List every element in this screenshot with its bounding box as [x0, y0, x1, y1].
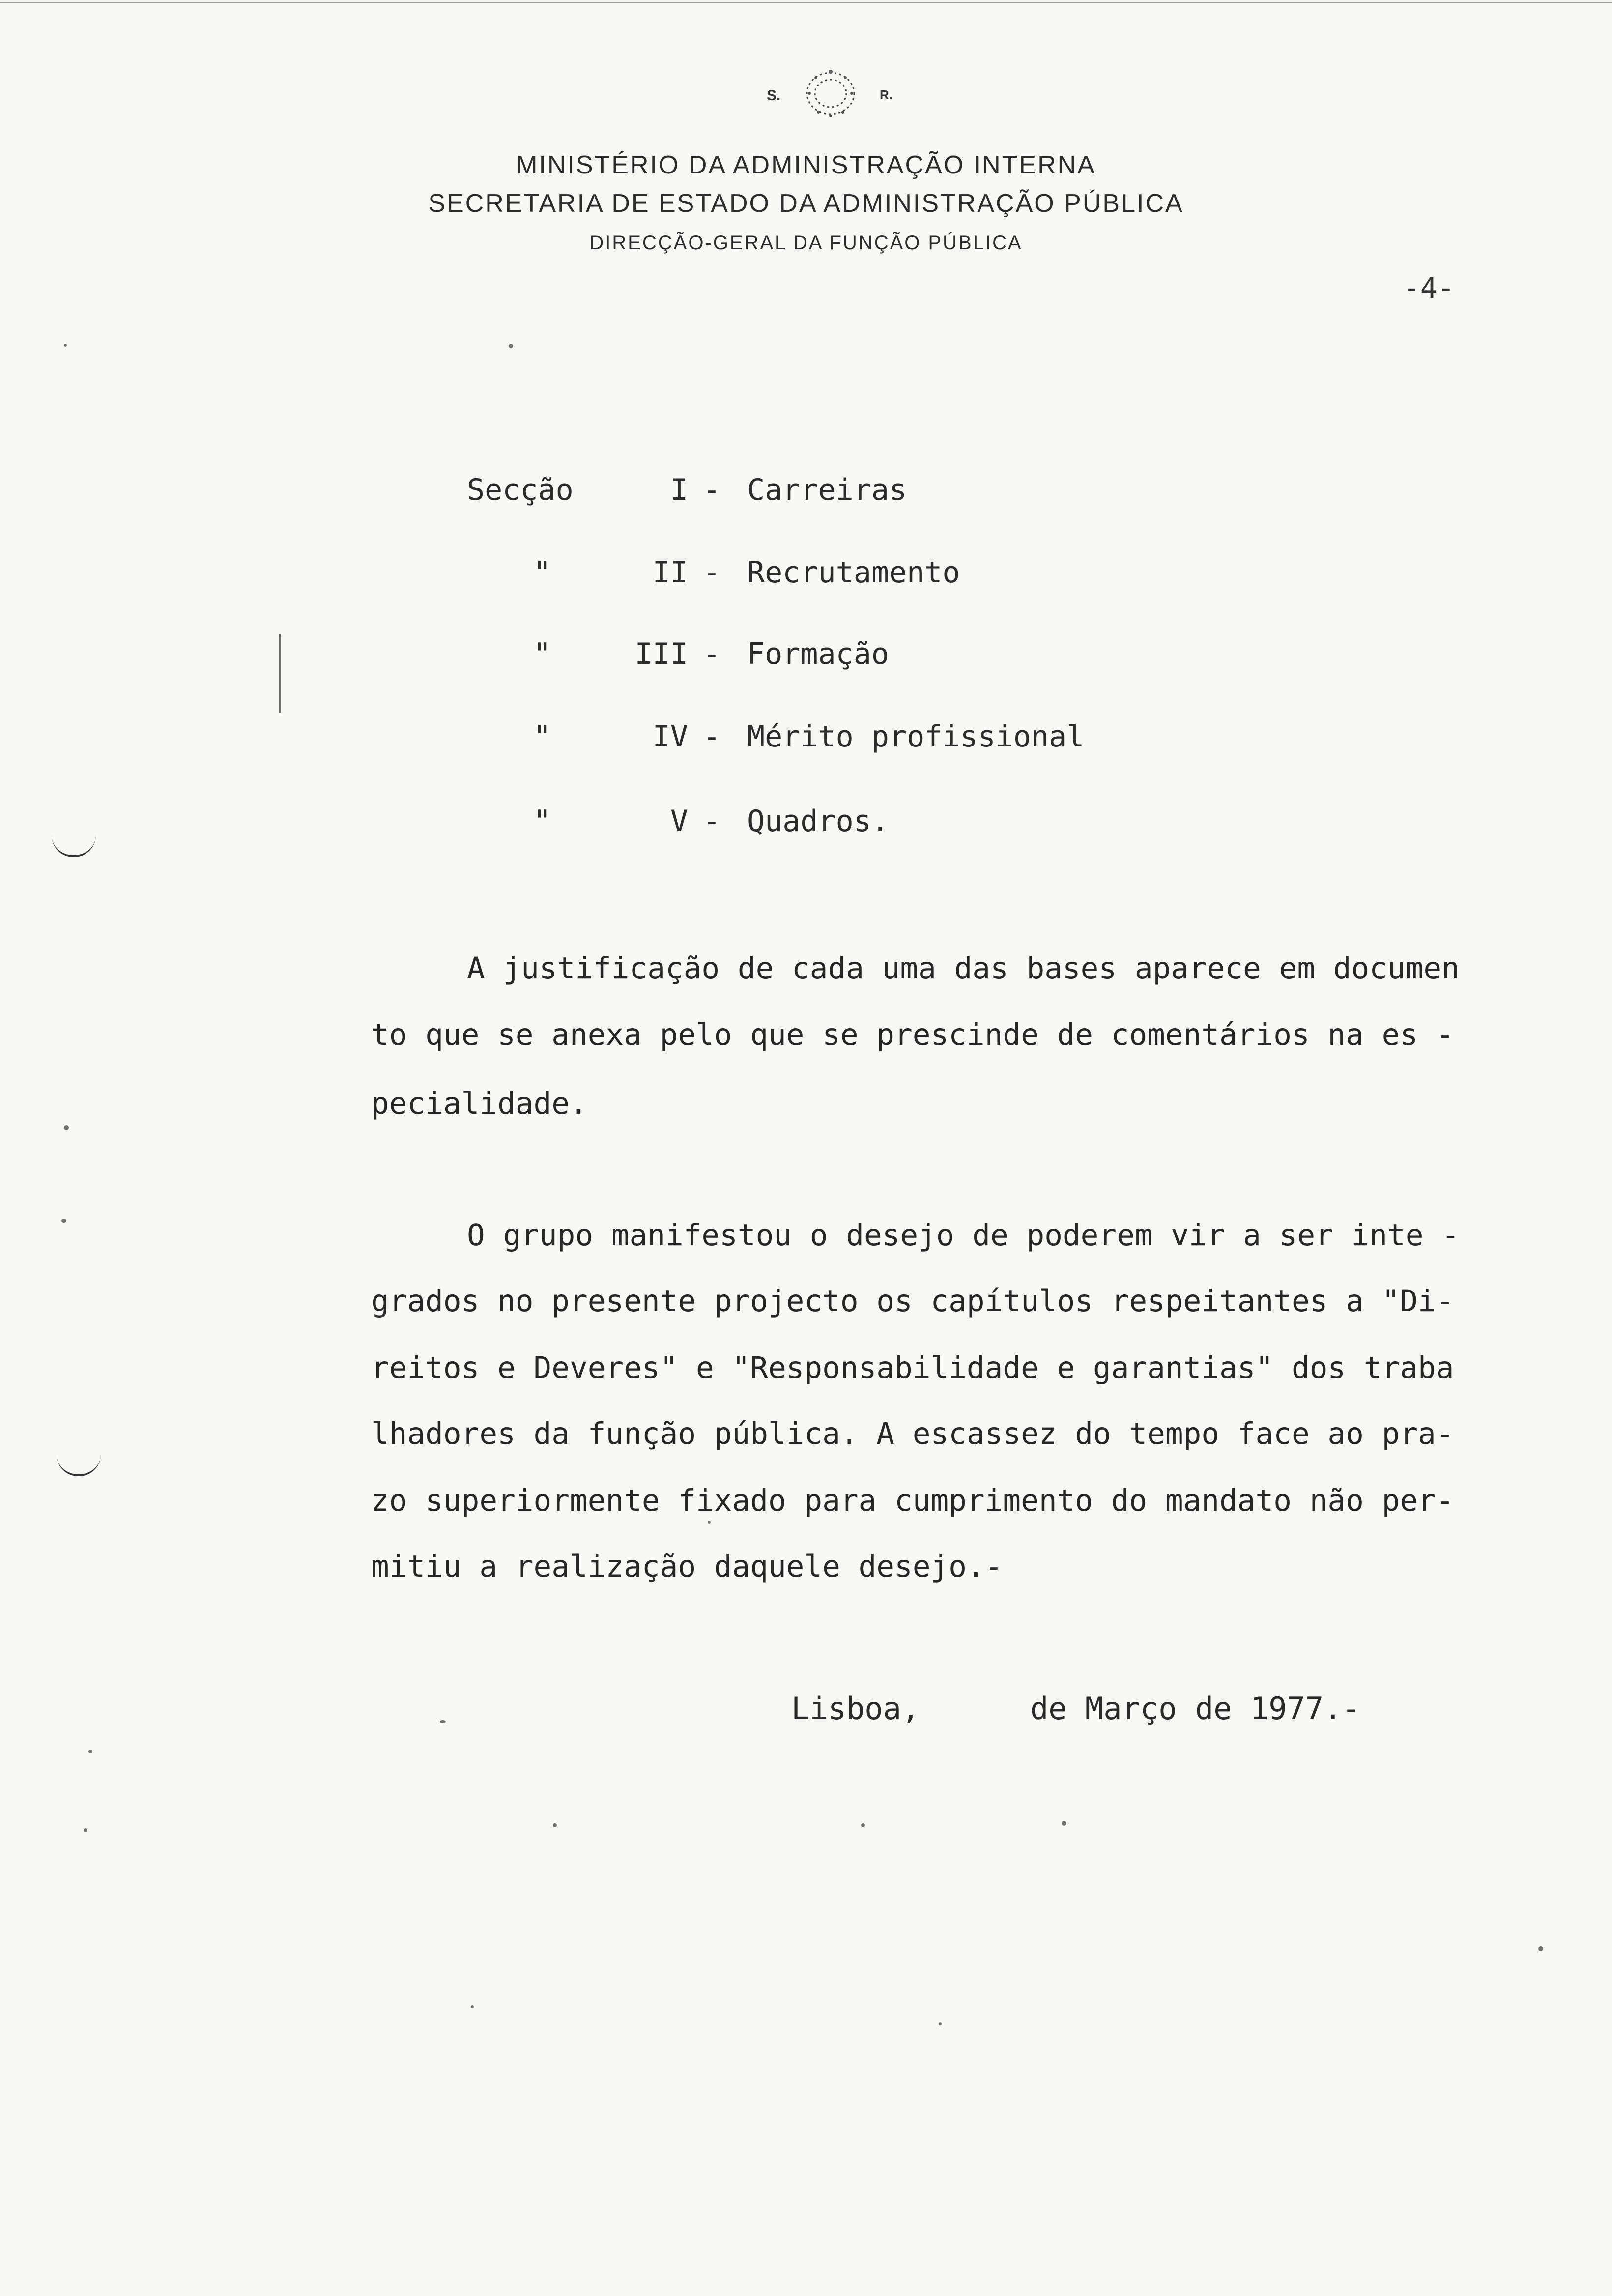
scan-artifact-curve [52, 835, 96, 857]
section-title: Carreiras [747, 473, 907, 507]
section-title: Formação [747, 637, 889, 671]
scan-speck [88, 1750, 92, 1753]
paragraph-line: mitiu a realização daquele desejo.- [371, 1549, 1003, 1584]
section-row [0, 555, 1612, 595]
section-dash: - [703, 804, 721, 838]
section-number: IV [652, 719, 688, 754]
secretariat-heading: SECRETARIA DE ESTADO DA ADMINISTRAÇÃO PÚBLICA [428, 189, 1184, 218]
section-title: Quadros. [747, 804, 889, 838]
paragraph-line: pecialidade. [371, 1086, 588, 1121]
top-border-line [0, 2, 1612, 3]
seal-emblem-icon [794, 63, 867, 127]
scan-artifact-line [279, 634, 281, 713]
scan-speck [509, 344, 513, 348]
paragraph-line: lhadores da função pública. A escassez do tempo face ao pra- [371, 1416, 1454, 1451]
scan-speck [440, 1720, 446, 1723]
ministry-heading: MINISTÉRIO DA ADMINISTRAÇÃO INTERNA [516, 151, 1096, 179]
section-ditto-mark: " [533, 555, 551, 590]
section-label: Secção [467, 473, 574, 507]
scan-speck [861, 1823, 865, 1827]
scan-speck [61, 1219, 66, 1223]
directorate-heading: DIRECÇÃO-GERAL DA FUNÇÃO PÚBLICA [589, 232, 1023, 254]
section-dash: - [703, 719, 721, 754]
section-title: Recrutamento [747, 555, 960, 590]
scan-speck [471, 2005, 474, 2008]
section-row [0, 473, 1612, 512]
seal-left-letter: S. [767, 87, 781, 104]
scan-speck [553, 1823, 557, 1827]
section-number: II [652, 555, 688, 590]
paragraph-line: to que se anexa pelo que se prescinde de comentários na es - [371, 1017, 1454, 1052]
scan-speck [64, 344, 67, 347]
closing-date: de Março de 1977.- [1030, 1691, 1360, 1726]
scan-speck [1538, 1946, 1543, 1951]
section-row [0, 804, 1612, 843]
seal-right-letter: R. [880, 87, 892, 102]
section-dash: - [703, 555, 721, 590]
paragraph-line: zo superiormente fixado para cumprimento do mandato não per- [371, 1483, 1454, 1518]
section-row [0, 719, 1612, 759]
closing-place-date [791, 1691, 1360, 1726]
scan-artifact-curve [57, 1455, 101, 1476]
closing-place: Lisboa, [791, 1691, 920, 1726]
paragraph-line: O grupo manifestou o desejo de poderem vir a ser inte - [467, 1218, 1460, 1253]
paragraph-line: grados no presente projecto os capítulos respeitantes a "Di- [371, 1284, 1454, 1319]
scan-speck [939, 2022, 942, 2025]
scan-speck [1062, 1821, 1066, 1826]
paragraph-line: A justificação de cada uma das bases aparece em documen [467, 951, 1460, 986]
section-ditto-mark: " [533, 719, 551, 754]
section-number: III [634, 637, 688, 671]
section-ditto-mark: " [533, 804, 551, 838]
scan-speck [84, 1828, 87, 1832]
section-ditto-mark: " [533, 637, 551, 671]
section-dash: - [703, 473, 721, 507]
scan-speck [64, 1125, 69, 1130]
paragraph-line: reitos e Deveres" e "Responsabilidade e garantias" dos traba [371, 1350, 1454, 1385]
section-number: V [670, 804, 688, 838]
page-number: -4- [1403, 271, 1455, 305]
section-row [0, 637, 1612, 676]
state-seal [767, 58, 894, 132]
section-number: I [670, 473, 688, 507]
scan-speck [708, 1521, 711, 1524]
section-title: Mérito profissional [747, 719, 1085, 754]
section-dash: - [703, 637, 721, 671]
